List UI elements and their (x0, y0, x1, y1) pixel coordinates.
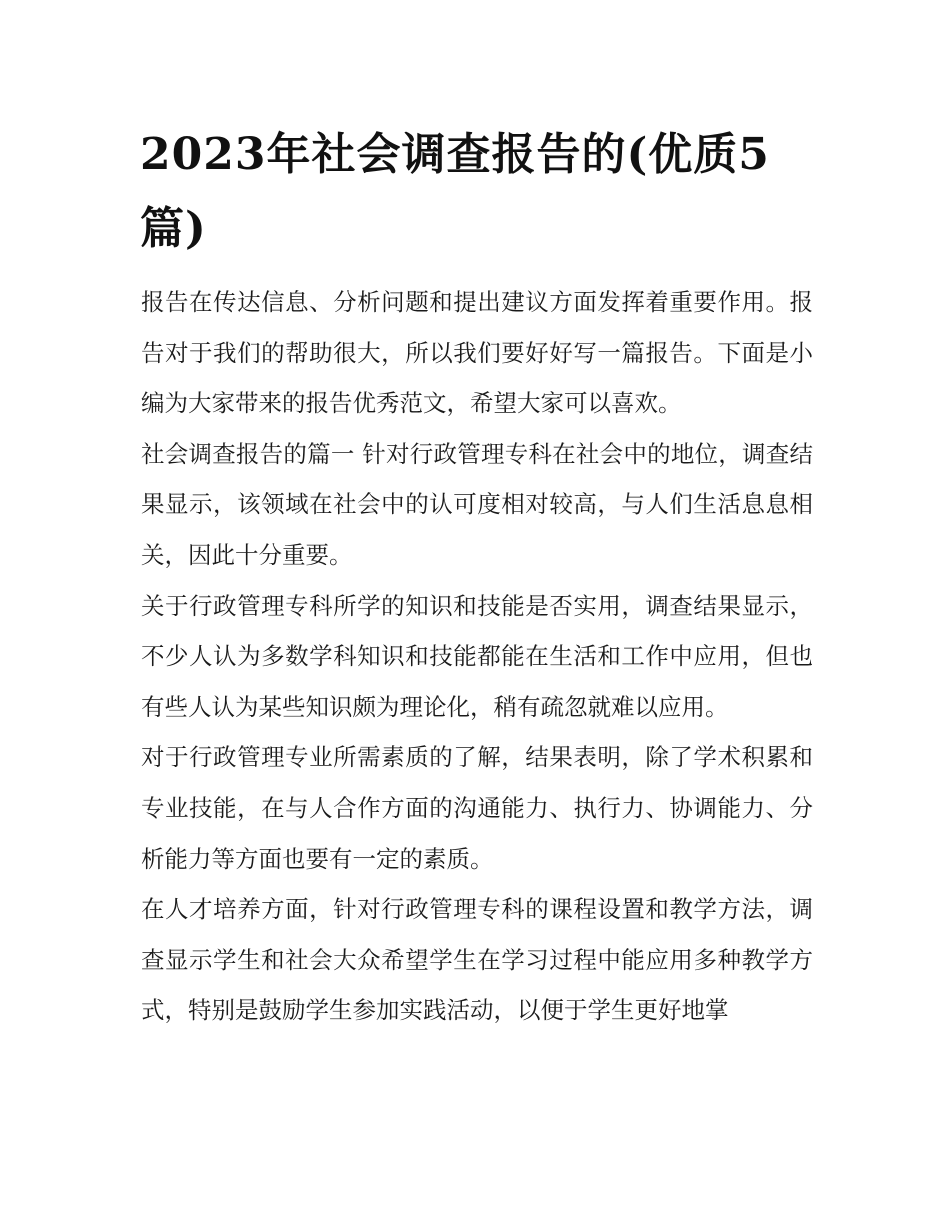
document-title: 2023年社会调查报告的(优质5篇) (140, 129, 770, 254)
document-body (141, 277, 813, 1036)
paragraph-training: 在人才培养方面，针对行政管理专科的课程设置和教学方法，调查显示学生和社会大众希望学生在学习过程中能应用多种教学方式，特别是鼓励学生参加实践活动，以便于学生更好地掌 (141, 895, 813, 1025)
paragraph-qualities: 对于行政管理专业所需素质的了解，结果表明，除了学术积累和专业技能，在与人合作方面的沟通能力、执行力、协调能力、分析能力等方面也要有一定的素质。 (141, 743, 813, 873)
paragraph-status: 社会调查报告的篇一 针对行政管理专科在社会中的地位，调查结果显示，该领域在社会中的认可度相对较高，与人们生活息息相关，因此十分重要。 (141, 439, 813, 569)
paragraph-intro: 报告在传达信息、分析问题和提出建议方面发挥着重要作用。报告对于我们的帮助很大，所以我们要好好写一篇报告。下面是小编为大家带来的报告优秀范文，希望大家可以喜欢。 (141, 288, 813, 418)
paragraph-knowledge: 关于行政管理专科所学的知识和技能是否实用，调查结果显示，不少人认为多数学科知识和技能都能在生活和工作中应用，但也有些人认为某些知识颇为理论化，稍有疏忽就难以应用。 (141, 591, 813, 721)
